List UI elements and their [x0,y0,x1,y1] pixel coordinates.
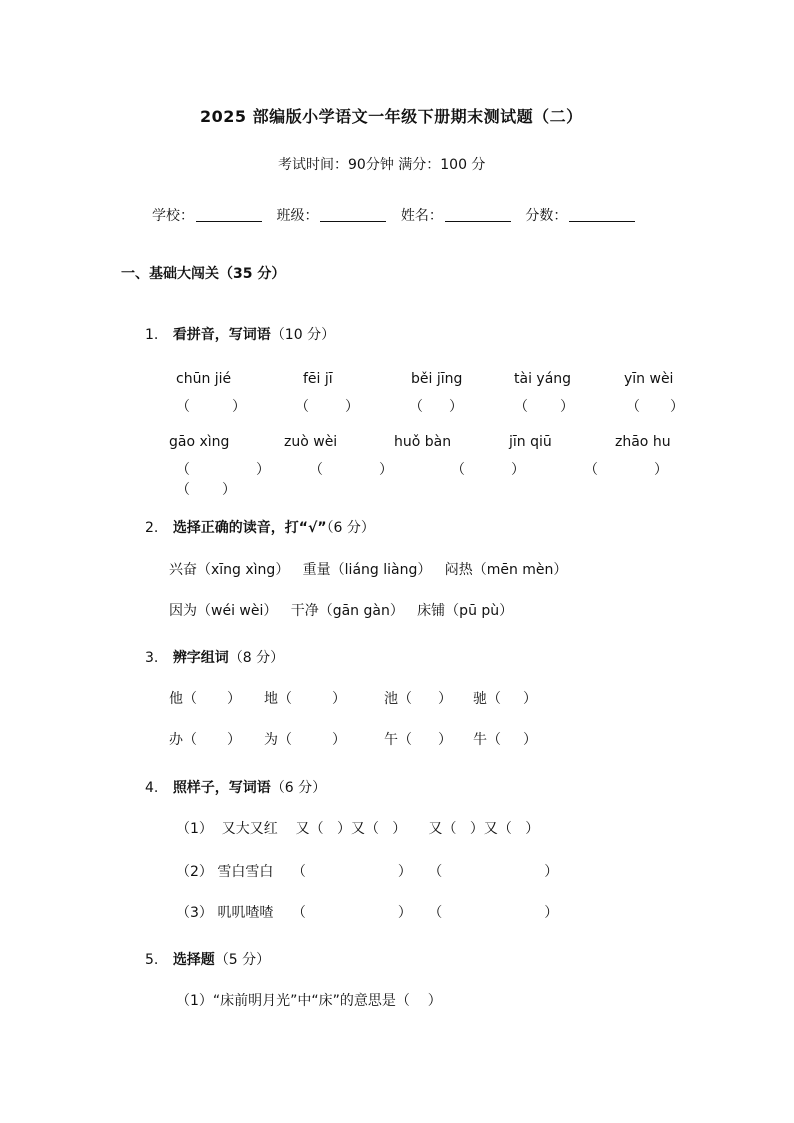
char-item: 为（ ） [264,732,346,748]
answer-blank[interactable]: （ ） [176,399,246,415]
pinyin: gāo xìng [169,434,230,450]
question-heading [145,328,335,342]
pinyin: jīn qiū [509,434,552,450]
example-item: （3） 叽叽喳喳 （ ） （ ） [176,905,559,921]
question-score: （5 分） [214,952,271,968]
question-score: （8 分） [228,650,285,666]
answer-blank[interactable]: （ ） [309,462,393,478]
answer-blank[interactable]: （ ） [514,399,574,415]
pinyin: zhāo hu [615,434,671,450]
question-score: （6 分） [270,780,327,796]
answer-blank[interactable]: （ ） [176,482,236,498]
exam-info: 考试时间：90分钟 满分：100 分 [278,157,486,173]
question-score: （6 分） [326,520,375,536]
score-blank[interactable] [569,207,635,222]
question-number: 2. [145,520,159,536]
answer-blank[interactable]: （ ） [295,399,359,415]
question-number: 4. [145,780,159,796]
answer-blank[interactable]: （ ） [626,399,684,415]
reading-options-line: 兴奋（xīng xìng） 重量（liáng liàng） 闷热（mēn mèn） [169,562,568,578]
page-title: 2025 部编版小学语文一年级下册期末测试题（二） [200,107,583,126]
char-item: 午（ ） [384,732,452,748]
choice-question: （1）“床前明月光”中“床”的意思是（ ） [176,993,442,1009]
question-number: 1. [145,327,159,343]
score-label: 分数： [525,208,568,224]
answer-blank[interactable]: （ ） [451,462,525,478]
question-score: （10 分） [270,327,336,343]
pinyin: yīn wèi [624,371,674,387]
pinyin: běi jīng [411,371,463,387]
pinyin: chūn jié [176,371,232,387]
question-title: 看拼音，写词语 [172,327,271,343]
name-label: 姓名： [400,208,443,224]
question-number: 5. [145,952,159,968]
section-title: 一、基础大闯关（35 分） [121,266,286,282]
char-item: 牛（ ） [473,732,537,748]
school-blank[interactable] [196,207,262,222]
class-label: 班级： [276,208,319,224]
question-title: 辨字组词 [172,650,229,666]
char-item: 他（ ） [169,691,241,707]
question-title: 选择题 [172,952,215,968]
pinyin: zuò wèi [284,434,338,450]
question-heading [145,781,326,795]
char-item: 办（ ） [169,732,241,748]
question-heading [145,953,270,967]
example-item: （1） 又大又红 又（ ）又（ ） 又（ ）又（ ） [176,821,540,837]
question-number: 3. [145,650,159,666]
answer-blank[interactable]: （ ） [584,462,668,478]
example-item: （2） 雪白雪白 （ ） （ ） [176,864,559,880]
pinyin: tài yáng [514,371,572,387]
class-blank[interactable] [320,207,386,222]
question-heading [145,651,284,665]
char-item: 地（ ） [264,691,346,707]
answer-blank[interactable]: （ ） [409,399,463,415]
student-info-line [152,207,637,223]
char-item: 池（ ） [384,691,452,707]
pinyin: huǒ bàn [394,434,452,450]
reading-options-line: 因为（wéi wèi） 干净（gān gàn） 床铺（pū pù） [169,603,514,619]
char-item: 驰（ ） [473,691,537,707]
pinyin: fēi jī [303,371,333,387]
question-title: 照样子，写词语 [172,780,271,796]
school-label: 学校： [152,208,194,224]
question-title: 选择正确的读音，打“√” [172,520,327,536]
question-heading [145,521,375,535]
name-blank[interactable] [445,207,511,222]
answer-blank[interactable]: （ ） [176,462,270,478]
